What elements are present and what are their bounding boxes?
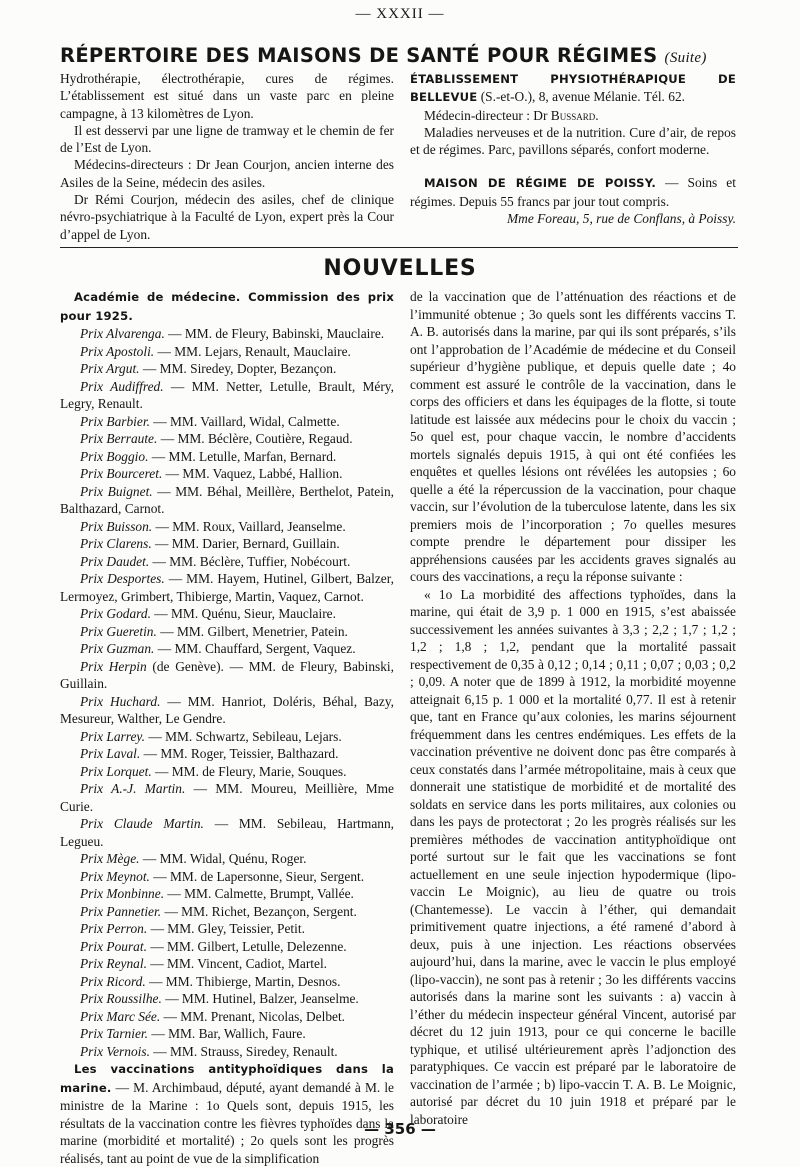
prix-entry (60, 745, 394, 763)
bellevue-name: ÉTABLISSEMENT PHYSIOTHÉRAPIQUE DE BELLEVUE (410, 72, 736, 105)
prix-members: — MM. Netter, Letulle, Brault, Méry, Legry, Renault. (60, 378, 394, 411)
prix-entry (60, 413, 394, 431)
prix-entry (60, 640, 394, 658)
bellevue-director: Médecin-directeur : Dr Bussard. (424, 107, 599, 123)
prix-name: Prix Monbinne. (80, 886, 165, 901)
prix-members: — MM. Schwartz, Sebileau, Lejars. (148, 728, 342, 744)
prix-name: Prix Buignet. (80, 483, 153, 499)
prix-members: — MM. Chauffard, Sergent, Vaquez. (157, 641, 356, 656)
prix-entry (60, 430, 394, 448)
poissy-name: MAISON DE RÉGIME DE POISSY. (424, 176, 657, 191)
prix-name: Prix Buisson. (80, 518, 153, 534)
prix-members: — MM. Roger, Teissier, Balthazard. (143, 746, 339, 761)
prix-entry (60, 920, 394, 938)
prix-members: — MM. Gley, Teissier, Petit. (150, 921, 305, 936)
prix-entry (60, 990, 394, 1008)
prix-entry (60, 728, 394, 746)
transport-info: Il est desservi par une ligne de tramway et le chemin de fer de l’Est de Lyon. (60, 122, 394, 156)
prix-name: Prix Mège. (80, 851, 140, 866)
section-divider (60, 247, 738, 248)
nouvelles-right-column (410, 288, 736, 1128)
poissy-address: Mme Foreau, 5, rue de Conflans, à Poissy. (507, 211, 736, 227)
prix-entry (60, 938, 394, 956)
prix-members: — MM. Richet, Bezançon, Sergent. (164, 903, 357, 919)
prix-name: Prix Marc Sée. (80, 1008, 161, 1024)
nouvelles-left-column (60, 288, 394, 1167)
prix-members: — MM. Roux, Vaillard, Jeanselme. (155, 518, 346, 534)
prix-members: — MM. Béclère, Coutière, Regaud. (160, 431, 353, 446)
prix-entry (60, 623, 394, 641)
prix-entry (60, 535, 394, 553)
prix-name: Prix Guzman. (80, 641, 155, 656)
prix-entry (60, 570, 394, 605)
prix-name: Prix Berraute. (80, 431, 158, 446)
prix-entry (60, 693, 394, 728)
prix-name: Prix Reynal. (80, 956, 147, 971)
prix-name: Prix Barbier. (80, 413, 150, 429)
prix-entry (60, 360, 394, 378)
prix-name: Prix Claude Martin. (80, 816, 204, 831)
nouvelles-title: NOUVELLES (323, 256, 477, 281)
prix-members: — MM. Quénu, Sieur, Mauclaire. (154, 606, 336, 621)
repertoire-title (60, 44, 750, 67)
prix-name: Prix Apostoli. (80, 343, 155, 359)
prix-name: Prix Desportes. (80, 571, 165, 586)
repertoire-suite: (Suite) (664, 50, 707, 66)
prix-name: Prix Audiffred. (80, 378, 164, 394)
medecins-directeurs: Médecins-directeurs : Dr Jean Courjon, ancien interne des Asiles de la Seine, médecin des asiles. (60, 157, 394, 190)
remi-courjon: Dr Rémi Courjon, médecin des asiles, chef de clinique névro-psychiatrique à la Faculté de Lyon, expert près la Cour d’appel de Lyon. (60, 192, 394, 242)
prix-name: Prix Vernois. (80, 1043, 150, 1059)
prix-members: — MM. Sebileau, Hartmann, Legueu. (60, 816, 394, 849)
prix-members: — MM. Strauss, Siredey, Renault. (153, 1043, 338, 1059)
bellevue-entry (410, 70, 736, 107)
bellevue-address: (S.-et-O.), 8, avenue Mélanie. Tél. 62. (480, 89, 685, 105)
prix-members: — MM. Hayem, Hutinel, Gilbert, Balzer, Lermoyez, Grimbert, Thibierge, Martin, Vaquez, Carnot. (60, 571, 394, 604)
prix-members: — MM. de Fleury, Babinski, Mauclaire. (168, 326, 385, 341)
prix-members: (de Genève). — MM. de Fleury, Babinski, Guillain. (60, 658, 394, 691)
prix-entry (60, 378, 394, 413)
prix-members: — MM. de Fleury, Marie, Souques. (155, 763, 347, 779)
prix-entry (60, 903, 394, 921)
prix-members: — MM. Thibierge, Martin, Desnos. (149, 973, 341, 989)
prix-entry (60, 973, 394, 991)
question-paragraph: de la vaccination que de l’atténuation des réactions et de l’immunité obtenue ; 3o quels sont les différents vaccins T. A. B. autorisés dans la marine, par qui ils sont préparés, s’ils ont l’approbation de l’Académie de médecine et du Conseil supérieur d’hygiène publique, et depuis quelle date ; 4o comment est assuré le contrôle de la vaccination, dans le corps des officiers et dans les équipages de la flotte, si toute latitude est laissée aux médecins pour le choix du vaccin ; 5o quel est, pour chaque vaccin, le nombre d’accidents mortels signalés depuis 1915, à qui ont été confiées les enquêtes et quelles lésions ont révélées les autopsies ; 6o quelle a été la répercussion de la vaccination, pour chaque vaccin, sur l’évolution de la tuberculose latente, dans les six premiers mois de l’incorporation ; 7o quelles mesures compte prendre le département pour dissiper les appréhensions causées par les accidents graves signalés au cours des vaccinations, a reçu la réponse suivante : (410, 289, 736, 584)
prix-members: — MM. Darier, Bernard, Guillain. (155, 536, 340, 551)
prix-entry (60, 605, 394, 623)
prix-name: Prix Pourat. (80, 938, 147, 954)
repertoire-right-column (410, 70, 736, 227)
prix-entry (60, 553, 394, 571)
prix-name: Prix Ricord. (80, 973, 146, 989)
prix-members: — MM. Vaillard, Widal, Calmette. (153, 413, 340, 429)
prix-entry (60, 815, 394, 850)
prix-members: — MM. Gilbert, Menetrier, Patein. (160, 623, 348, 639)
prix-name: Prix Perron. (80, 921, 148, 936)
prix-name: Prix Boggio. (80, 448, 149, 464)
prix-members: — MM. Letulle, Marfan, Bernard. (151, 448, 337, 464)
prix-members: — MM. Gilbert, Letulle, Delezenne. (150, 938, 347, 954)
prix-name: Prix A.-J. Martin. (80, 781, 186, 796)
prix-name: Prix Bourceret. (80, 466, 163, 481)
prix-members: — MM. Bar, Wallich, Faure. (151, 1026, 306, 1041)
prix-members: — MM. Vaquez, Labbé, Hallion. (165, 466, 343, 481)
prix-members: — MM. Lejars, Renault, Mauclaire. (157, 343, 351, 359)
poissy-description: — Soins et régimes. Depuis 55 francs par jour tout compris. (410, 175, 736, 209)
prix-name: Prix Alvarenga. (80, 326, 165, 341)
prix-members: — MM. Calmette, Brumpt, Vallée. (167, 886, 354, 901)
prix-name: Prix Pannetier. (80, 903, 162, 919)
prix-members: — MM. Moureu, Meillière, Mme Curie. (60, 781, 394, 814)
prix-members: — MM. Siredey, Dopter, Bezançon. (142, 361, 337, 376)
prix-entry (60, 763, 394, 781)
prix-members: — MM. Prenant, Nicolas, Delbet. (163, 1008, 346, 1024)
prix-name: Prix Daudet. (80, 553, 150, 569)
prix-entry (60, 465, 394, 483)
reponse-paragraph: « 1o La morbidité des affections typhoïdes, dans la marine, qui était de 3,9 p. 1 000 en 1915, s’est abaissée successivement les années suivantes à 3,3 ; 2,2 ; 1,7 ; 1,2 ; 1,2 ; 1,8 ; 1,2, pendant que la mortalité passait respectivement de 0,35 à 0,12 ; 0,14 ; 0,11 ; 0,07 ; 0,03 ; 0,2 ; 0,09. A noter que de 1899 à 1912, la morbidité moyenne atteignait 6,15 p. 1 000 et la mortalité 0,77. Il est à retenir que, tant en France qu’aux colonies, les marins séjournent fréquemment dans les centres endémiques. Les effets de la vaccination préventive ne doivent donc pas être comparés à ceux constatés dans l’armée métropolitaine, mais à ceux que donnerait une statistique de morbidité et de mortalité des soldats en service dans les ports militaires, aux colonies ou dans les pays de protectorat ; 2o les progrès réalisés sur les premières méthodes de vaccination antityphoïdique ont porté surtout sur le fait que les vaccinations se font actuellement en une seule injection hypodermique (lipo-vaccin Le Moignic), au lieu de quatre ou trois (Chantemesse). Le vaccin à l’éther, qui demandait primitivement quatre injections, a été ramené d’abord à deux, puis à une injection. Les réactions observées aujourd’hui, dans la marine, avec le vaccin le plus employé (lipo-vaccin), ne sont pas à retenir ; 3o les différents vaccins autorisés dans la marine sont les suivants : a) vaccin à l’éther du médecin inspecteur général Vincent, autorisé par décret du 12 juin 1913, pour ce qui concerne le bacille typhique, et utilisé ultérieurement après l’adjonction des paratyphiques. Ce vaccin est préparé par le laboratoire de vaccination de l’armée ; b) lipo-vaccin T. A. B. Le Moignic, autorisé par décret du 10 juin 1918 et préparé par le laboratoire (410, 586, 736, 1127)
prix-name: Prix Argut. (80, 361, 140, 376)
prix-entry (60, 325, 394, 343)
prix-name: Prix Laval. (80, 746, 141, 761)
prix-entry (60, 885, 394, 903)
prix-entry (60, 483, 394, 518)
vaccinations-heading: Les vaccinations antityphoïdiques dans la marine. (60, 1062, 394, 1095)
academie-heading: Académie de médecine. Commission des prix pour 1925. (60, 290, 394, 323)
prix-entry (60, 1008, 394, 1026)
prix-entry (60, 1025, 394, 1043)
page-number: — 356 — (364, 1120, 436, 1138)
prix-entry (60, 1043, 394, 1061)
prix-entry (60, 868, 394, 886)
prix-entry (60, 658, 394, 693)
repertoire-title-text: RÉPERTOIRE DES MAISONS DE SANTÉ POUR RÉGIMES (60, 44, 658, 67)
prix-members: — MM. Vincent, Cadiot, Martel. (150, 956, 328, 971)
prix-members: — MM. Hanriot, Doléris, Béhal, Bazy, Mesureur, Walther, Le Gendre. (60, 693, 394, 726)
prix-name: Prix Herpin (80, 658, 147, 674)
prix-entry (60, 955, 394, 973)
prix-list (60, 325, 394, 1060)
prix-name: Prix Godard. (80, 606, 151, 621)
prix-members: — MM. Béclère, Tuffier, Nobécourt. (152, 553, 351, 569)
repertoire-left-column (60, 70, 394, 243)
prix-entry (60, 850, 394, 868)
vaccinations-intro: — M. Archimbaud, député, ayant demandé à M. le ministre de la Marine : 1o Quels sont, depuis 1915, les résultats de la vaccination contre les fièvres typhoïdes dans la marine (morbidité et mortalité) ; 2o quels sont les progrès réalisés, tant au point de vue de la simplification (60, 1079, 394, 1166)
prix-name: Prix Meynot. (80, 868, 150, 884)
prix-members: — MM. de Lapersonne, Sieur, Sergent. (153, 868, 365, 884)
prix-entry (60, 343, 394, 361)
prix-entry (60, 780, 394, 815)
prix-name: Prix Gueretin. (80, 623, 157, 639)
prix-entry (60, 448, 394, 466)
prix-name: Prix Larrey. (80, 728, 145, 744)
prix-name: Prix Huchard. (80, 693, 161, 709)
bellevue-description: Maladies nerveuses et de la nutrition. Cure d’air, de repos et de régimes. Parc, pavillons séparés, confort moderne. (410, 124, 736, 158)
prix-name: Prix Roussilhe. (80, 991, 162, 1006)
prix-name: Prix Clarens. (80, 536, 152, 551)
prix-name: Prix Tarnier. (80, 1026, 148, 1041)
vaccinations-paragraph (60, 1060, 394, 1167)
roman-page-number: — XXXII — (355, 6, 445, 22)
poissy-entry (410, 174, 736, 210)
prix-members: — MM. Widal, Quénu, Roger. (142, 851, 307, 866)
prix-members: — MM. Béhal, Meillère, Berthelot, Patein, Balthazard, Carnot. (60, 483, 394, 516)
prix-entry (60, 518, 394, 536)
prix-members: — MM. Hutinel, Balzer, Jeanselme. (165, 991, 359, 1006)
etablissement-description: Hydrothérapie, électrothérapie, cures de régimes. L’établissement est situé dans un vaste parc en pleine campagne, à 13 kilomètres de Lyon. (60, 71, 394, 121)
prix-name: Prix Lorquet. (80, 763, 152, 779)
